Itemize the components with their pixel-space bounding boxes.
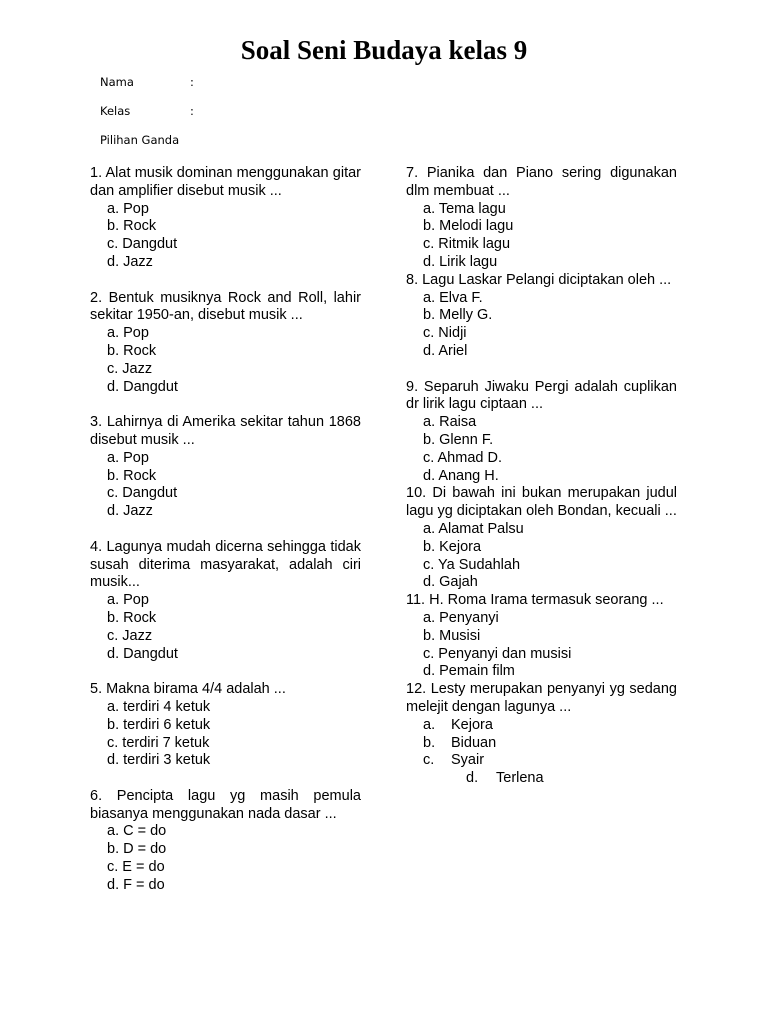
question-stem: 6. Pencipta lagu yg masih pemula biasanya menggunakan nada dasar ... xyxy=(90,787,361,822)
option-text: Kejora xyxy=(451,716,493,733)
question-stem: 1. Alat musik dominan menggunakan gitar dan amplifier disebut musik ... xyxy=(90,165,361,199)
option-b: b. terdiri 6 ketuk xyxy=(107,716,211,733)
option-d: d. terdiri 3 ketuk xyxy=(107,752,211,769)
option-c: c. Jazz xyxy=(107,627,153,644)
question-stem: 7. Pianika dan Piano sering digunakan dlm membuat ... xyxy=(406,165,677,199)
option-c: c. Ahmad D. xyxy=(423,449,502,466)
option-a: a. Pop xyxy=(107,592,149,609)
option-d: d. Gajah xyxy=(423,574,478,591)
page-title: Soal Seni Budaya kelas 9 xyxy=(240,35,528,65)
option-d: d. Pemain film xyxy=(423,663,515,680)
option-letter: b. xyxy=(423,734,436,751)
option-d: d. Ariel xyxy=(423,342,468,359)
option-a: a. Elva F. xyxy=(423,289,483,306)
option-a: a. Pop xyxy=(107,200,149,217)
class-label: Kelas xyxy=(100,104,131,118)
option-text: Syair xyxy=(451,752,485,769)
option-letter: d. xyxy=(466,770,479,787)
question-7 xyxy=(406,165,677,272)
option-b: b. Kejora xyxy=(423,538,482,555)
question-8 xyxy=(406,272,677,361)
class-colon: : xyxy=(190,104,194,118)
question-stem: 12. Lesty merupakan penyanyi yg sedang melejit dengan lagunya ... xyxy=(406,681,677,715)
name-colon: : xyxy=(190,75,194,89)
option-b xyxy=(406,735,677,753)
option-a: a. Penyanyi xyxy=(423,609,499,626)
right-column xyxy=(406,165,677,788)
option-letter: c. xyxy=(423,752,435,769)
question-stem: 10. Di bawah ini bukan merupakan judul lagu yg diciptakan oleh Bondan, kecuali ... xyxy=(406,485,677,520)
option-c: c. Penyanyi dan musisi xyxy=(423,645,572,662)
option-b: b. Rock xyxy=(107,609,157,626)
option-c: c. Ya Sudahlah xyxy=(423,556,521,573)
option-c: c. E = do xyxy=(107,859,165,876)
option-c xyxy=(406,752,677,770)
question-5 xyxy=(90,681,361,770)
option-a: a. terdiri 4 ketuk xyxy=(107,698,211,715)
question-stem: 4. Lagunya mudah dicerna sehingga tidak susah diterima masyarakat, adalah ciri musik... xyxy=(90,538,361,591)
question-3 xyxy=(90,414,361,521)
option-b: b. Rock xyxy=(107,218,157,235)
option-b: b. Melodi lagu xyxy=(423,218,514,235)
option-b: b. Musisi xyxy=(423,627,481,644)
option-d xyxy=(406,770,677,788)
option-b: b. Melly G. xyxy=(423,307,493,324)
option-a: a. Pop xyxy=(107,449,149,466)
option-letter: a. xyxy=(423,716,436,733)
option-text: Terlena xyxy=(496,770,544,787)
option-c: c. Jazz xyxy=(107,360,153,377)
class-row xyxy=(100,103,194,119)
question-2 xyxy=(90,290,361,397)
option-text: Biduan xyxy=(451,734,497,751)
option-d: d. Dangdut xyxy=(107,645,178,662)
section-heading: Pilihan Ganda xyxy=(100,133,180,147)
option-a: a. Pop xyxy=(107,325,149,342)
option-d: d. F = do xyxy=(107,876,165,893)
option-b: b. Rock xyxy=(107,342,157,359)
left-column xyxy=(90,165,361,895)
option-b: b. Glenn F. xyxy=(423,431,494,448)
option-c: c. Ritmik lagu xyxy=(423,236,511,253)
option-a: a. Alamat Palsu xyxy=(423,520,524,537)
question-4 xyxy=(90,539,361,664)
question-stem: 5. Makna birama 4/4 adalah ... xyxy=(90,681,286,698)
option-c: c. Nidji xyxy=(423,325,467,342)
option-c: c. Dangdut xyxy=(107,236,178,253)
question-stem: 8. Lagu Laskar Pelangi diciptakan oleh ... xyxy=(406,271,672,288)
question-6 xyxy=(90,788,361,895)
question-9 xyxy=(406,379,677,486)
option-b: b. D = do xyxy=(107,841,167,858)
option-d: d. Jazz xyxy=(107,503,153,520)
question-12 xyxy=(406,681,677,788)
question-10 xyxy=(406,485,677,592)
option-a xyxy=(406,717,677,735)
option-d: d. Anang H. xyxy=(423,467,499,484)
question-stem: 2. Bentuk musiknya Rock and Roll, lahir sekitar 1950-an, disebut musik ... xyxy=(90,289,361,324)
question-stem: 3. Lahirnya di Amerika sekitar tahun 1868 disebut musik ... xyxy=(90,414,361,448)
option-c: c. terdiri 7 ketuk xyxy=(107,734,210,751)
option-d: d. Lirik lagu xyxy=(423,253,498,270)
question-11 xyxy=(406,592,677,681)
option-a: a. C = do xyxy=(107,823,167,840)
option-c: c. Dangdut xyxy=(107,485,178,502)
option-d: d. Dangdut xyxy=(107,378,178,395)
name-row xyxy=(100,74,194,90)
name-label: Nama xyxy=(100,75,134,89)
option-b: b. Rock xyxy=(107,467,157,484)
option-d: d. Jazz xyxy=(107,253,153,270)
option-a: a. Tema lagu xyxy=(423,200,506,217)
question-stem: 11. H. Roma Irama termasuk seorang ... xyxy=(406,592,664,609)
question-stem: 9. Separuh Jiwaku Pergi adalah cuplikan dr lirik lagu ciptaan ... xyxy=(406,378,677,413)
option-a: a. Raisa xyxy=(423,414,477,431)
question-1 xyxy=(90,165,361,272)
